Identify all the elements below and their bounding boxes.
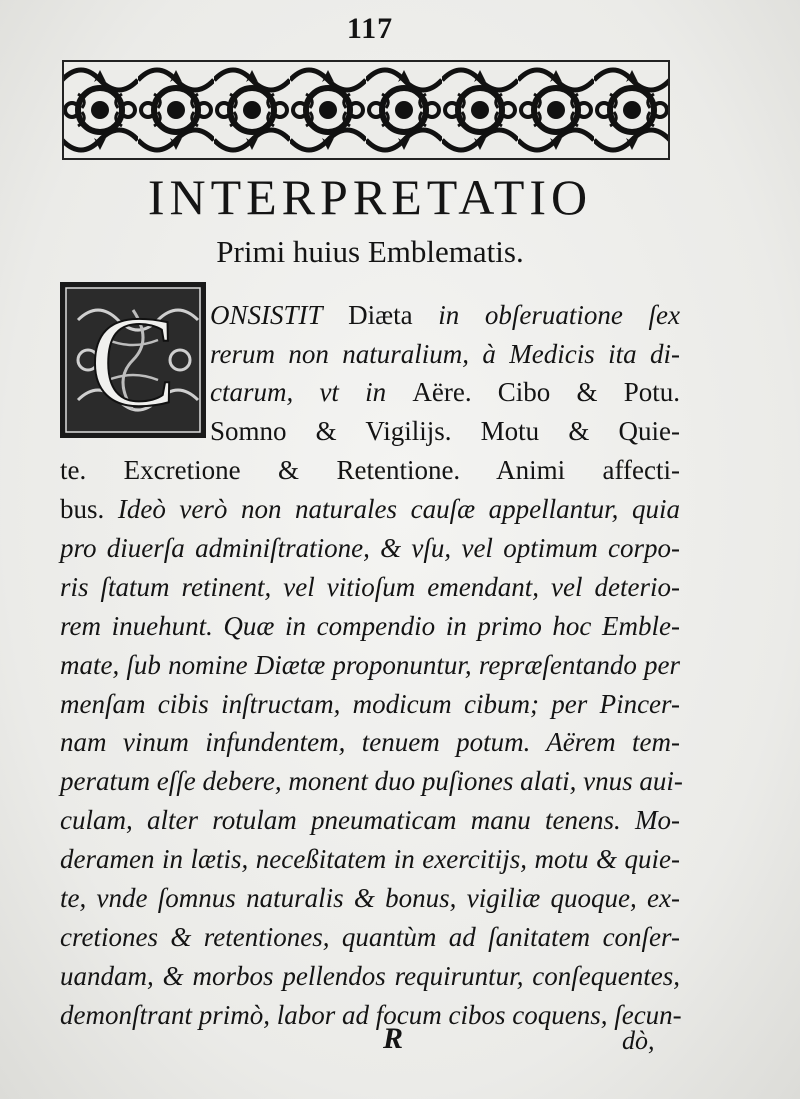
text-segment: demonſtrant primò, labor ad focum cibos coquens, ſecun- [60,1000,682,1030]
text-segment: rerum non naturalium, à Medicis ita di- [210,339,680,369]
text-line [60,766,683,796]
text-segment: te, vnde ſomnus naturalis & bonus, vigiliæ quoque, ex- [60,883,680,913]
text-segment: peratum eſſe debere, monent duo puſiones alati, vnus aui- [60,766,683,796]
text-segment: uandam, & morbos pellendos requiruntur, conſequentes, [60,961,680,991]
text-line [60,961,680,991]
text-line [210,300,680,330]
text-segment: deramen in lætis, neceßitatem in exercitijs, motu & quie- [60,844,680,874]
text-segment: nam vinum infundentem, tenuem potum. Aërem tem- [60,727,680,757]
text-segment: culam, alter rotulam pneumaticam manu tenens. Mo- [60,805,680,835]
text-segment: Diæta [322,300,439,330]
page-subtitle: Primi huius Emblematis. [216,234,524,269]
text-line [60,611,680,641]
text-segment: te. Excretione & Retentione. Animi affecti- [60,455,680,485]
text-segment: Aëre. Cibo & Potu. [412,377,680,407]
text-line [60,844,680,874]
text-line [210,377,680,407]
text-segment: cretiones & retentiones, quantùm ad ſanitatem conſer- [60,922,680,952]
text-line [60,533,680,563]
text-segment: ctarum, vt in [210,377,413,407]
text-line [60,727,680,757]
catchword: dò, [622,1026,655,1055]
page-title: INTERPRETATIO [147,169,593,225]
text-segment: menſam cibis inſtructam, modicum cibum; per Pincer- [60,689,680,719]
page-number: 117 [346,12,394,45]
text-segment: bus. [60,494,118,524]
text-line [60,455,680,485]
text-segment: rem inuehunt. Quæ in compendio in primo hoc Emble- [60,611,680,641]
text-line [60,689,680,719]
ornamental-headpiece [62,60,670,160]
text-segment: Somno & Vigilijs. Motu & Quie- [210,416,680,446]
signature-mark: R [383,1022,404,1055]
text-line [60,922,680,952]
decorated-initial-c [58,280,208,440]
drop-cap-letter: C [89,290,177,434]
text-segment: in obſeruatione ſex [438,300,681,330]
text-segment: ris ſtatum retinent, vel vitioſum emendant, vel deterio- [60,572,680,602]
text-line [60,883,680,913]
text-segment: pro diuerſa adminiſtratione, & vſu, vel optimum corpo- [60,533,680,563]
text-segment: ONSISTIT [210,300,323,330]
text-line [60,494,680,524]
text-line [60,805,680,835]
text-line [210,339,680,369]
text-line [60,1000,680,1030]
text-segment: mate, ſub nomine Diætæ proponuntur, repræſentando per [60,650,680,680]
text-line [60,572,680,602]
text-line [210,416,680,446]
text-line [60,650,680,680]
text-segment: Ideò verò non naturales cauſæ appellantur, quia [117,494,680,524]
